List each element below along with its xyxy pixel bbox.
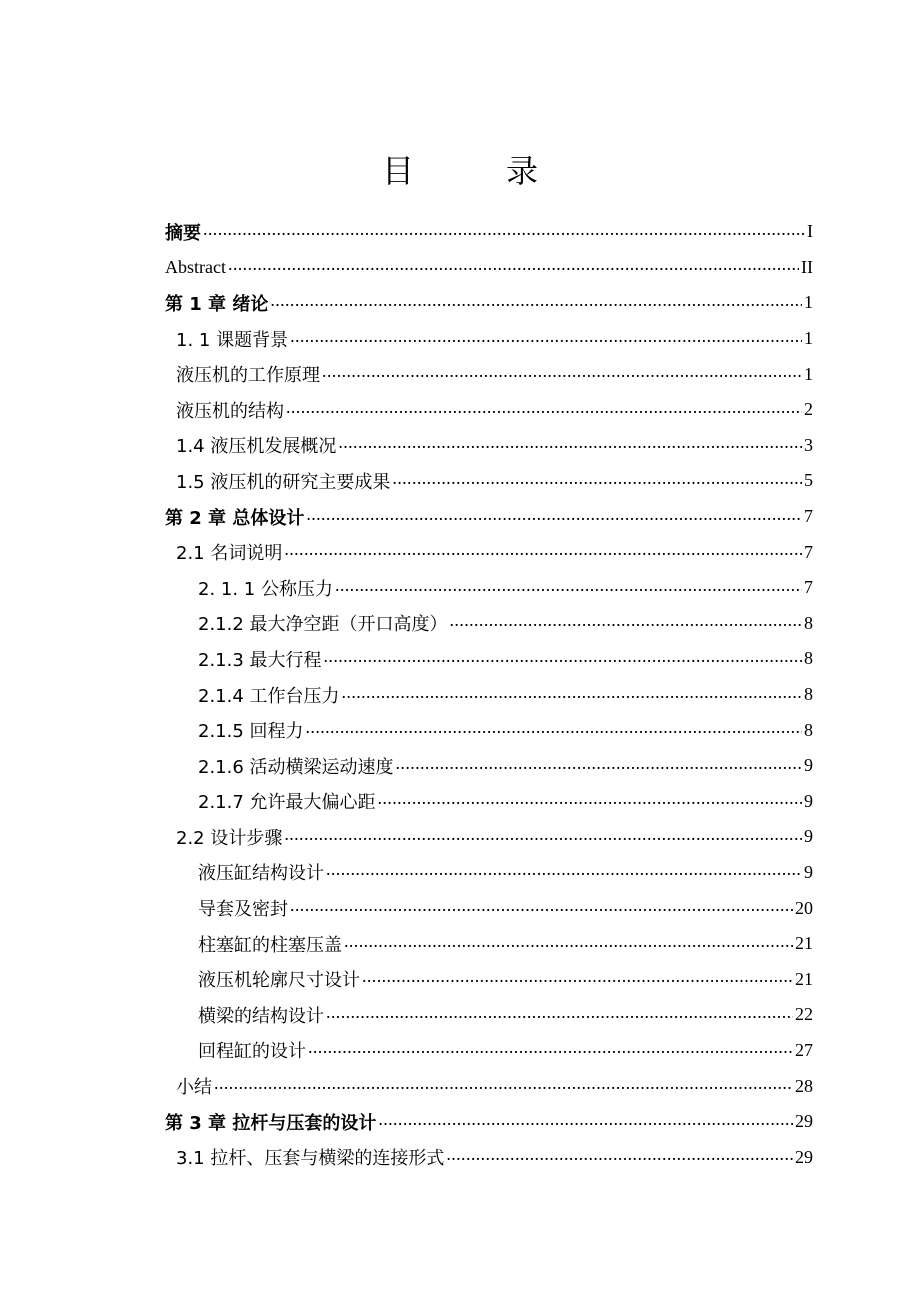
toc-dot-leader [326,862,802,882]
toc-entry-title: 回程缸的设计 [198,1041,306,1063]
toc-dot-leader [342,685,802,705]
toc-entry[interactable] [165,997,813,1033]
toc-entry-title: 3.1 拉杆、压套与横梁的连接形式 [176,1148,445,1170]
toc-entry-title: 2.1.6 活动横梁运动速度 [198,756,394,778]
toc-entry-title: 液压机的结构 [176,400,284,422]
toc-dot-leader [290,898,793,918]
toc-page-number: 9 [804,861,813,882]
toc-entry[interactable] [165,1139,813,1175]
toc-entry-title: 第 3 章 拉杆与压套的设计 [165,1112,377,1134]
toc-dot-leader [378,1112,793,1132]
toc-dot-leader [446,1147,793,1167]
toc-dot-leader [290,329,802,349]
toc-entry[interactable] [165,748,813,784]
toc-entry-title: 1.5 液压机的研究主要成果 [176,471,391,493]
toc-entry[interactable] [165,499,813,535]
toc-entry[interactable] [165,570,813,606]
toc-entry[interactable] [165,641,813,677]
toc-entry-title: Abstract [165,256,226,277]
toc-page-number: 2 [804,399,813,420]
toc-dot-leader [378,791,802,811]
toc-page-number: 8 [804,612,813,633]
toc-dot-leader [203,222,805,242]
toc-entry[interactable] [165,1068,813,1104]
toc-dot-leader [326,1005,793,1025]
toc-page-number: 1 [804,328,813,349]
toc-entry[interactable] [165,321,813,357]
toc-dot-leader [306,507,802,527]
toc-page-number: 5 [804,470,813,491]
toc-entry[interactable] [165,534,813,570]
toc-dot-leader [286,400,802,420]
toc-entry-title: 1. 1 课题背景 [176,329,289,351]
toc-dot-leader [344,934,793,954]
toc-page-number: 22 [795,1004,813,1025]
toc-dot-leader [284,827,802,847]
toc-page-number: 7 [804,541,813,562]
toc-page-number: 27 [795,1039,813,1060]
page-title: 目 录 [381,152,568,190]
toc-page-number: 29 [795,1146,813,1167]
toc-page-number: 9 [804,755,813,776]
toc-entry-title: 1.4 液压机发展概况 [176,436,337,458]
toc-entry-title: 2.1.3 最大行程 [198,649,322,671]
toc-dot-leader [270,293,802,313]
toc-page-number: 9 [804,826,813,847]
toc-dot-leader [362,969,793,989]
toc-entry[interactable] [165,356,813,392]
toc-page-number: 1 [804,363,813,384]
toc-page-number: 8 [804,719,813,740]
toc-entry-title: 液压缸结构设计 [198,863,324,885]
toc-entry-title: 2.1.2 最大净空距（开口高度） [198,614,448,636]
toc-dot-leader [214,1076,793,1096]
toc-dot-leader [335,578,802,598]
toc-page-number: II [801,256,813,277]
toc-dot-leader [228,257,799,277]
toc-entry[interactable] [165,784,813,820]
toc-dot-leader [306,720,802,740]
toc-dot-leader [284,542,802,562]
toc-page-number: 7 [804,577,813,598]
toc-entry[interactable] [165,890,813,926]
toc-dot-leader [392,471,802,491]
toc-dot-leader [450,613,802,633]
toc-dot-leader [322,364,802,384]
toc-entry-title: 横梁的结构设计 [198,1005,324,1027]
toc-page-number: 8 [804,648,813,669]
toc-entry[interactable] [165,1104,813,1140]
toc-entry-title: 2.1 名词说明 [176,543,283,565]
toc-entry[interactable] [165,606,813,642]
toc-page-number: 1 [804,292,813,313]
toc-entry[interactable] [165,712,813,748]
toc-entry-title: 摘要 [165,222,201,244]
toc-dot-leader [324,649,802,669]
toc-page-number: 7 [804,506,813,527]
toc-entry-title: 导套及密封 [198,899,288,921]
toc-dot-leader [338,435,802,455]
toc-entry[interactable] [165,285,813,321]
toc-entry-title: 小结 [176,1077,212,1099]
toc-dot-leader [308,1040,793,1060]
toc-entry[interactable] [165,392,813,428]
toc-entry-title: 2.2 设计步骤 [176,827,283,849]
toc-entry[interactable] [165,428,813,464]
toc-entry[interactable] [165,855,813,891]
toc-page-number: 3 [804,434,813,455]
toc-dot-leader [396,756,802,776]
toc-entry[interactable] [165,214,813,250]
table-of-contents [165,214,813,1175]
toc-entry[interactable] [165,961,813,997]
toc-entry[interactable] [165,819,813,855]
toc-entry-title: 2. 1. 1 公称压力 [198,578,333,600]
toc-entry-title: 第 2 章 总体设计 [165,507,305,529]
toc-page-number: 29 [795,1111,813,1132]
toc-entry[interactable] [165,1033,813,1069]
toc-entry-title: 第 1 章 绪论 [165,293,269,315]
toc-entry-title: 液压机轮廓尺寸设计 [198,970,360,992]
toc-entry-title: 2.1.5 回程力 [198,721,304,743]
toc-entry[interactable] [165,677,813,713]
toc-entry[interactable] [165,926,813,962]
toc-page-number: 9 [804,790,813,811]
toc-page-number: 21 [795,968,813,989]
toc-page-number: 8 [804,684,813,705]
toc-page-number: 20 [795,897,813,918]
toc-page-number: 21 [795,933,813,954]
toc-entry-title: 2.1.4 工作台压力 [198,685,340,707]
toc-page-number: I [807,221,813,242]
toc-entry[interactable] [165,250,813,286]
toc-page-number: 28 [795,1075,813,1096]
toc-entry-title: 柱塞缸的柱塞压盖 [198,934,342,956]
toc-entry[interactable] [165,463,813,499]
toc-entry-title: 2.1.7 允许最大偏心距 [198,792,376,814]
toc-entry-title: 液压机的工作原理 [176,365,320,387]
